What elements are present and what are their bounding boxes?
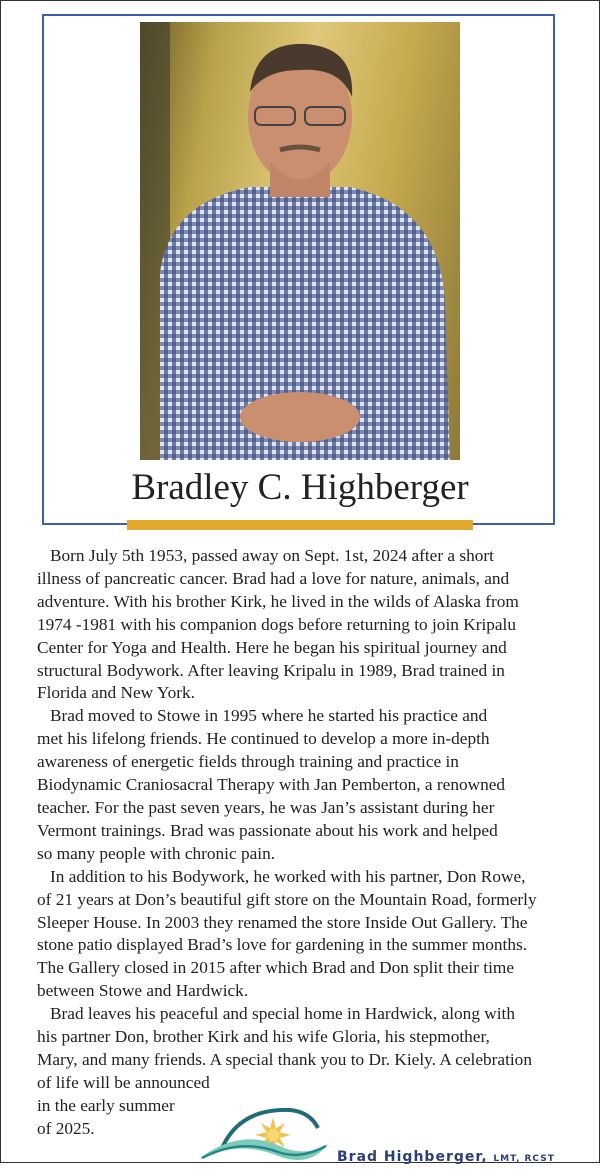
text-line: Vermont trainings. Brad was passionate about his work and helped — [37, 820, 498, 840]
text-line: teacher. For the past seven years, he was Jan’s assistant during her — [37, 797, 495, 817]
logo-credentials: LMT, RCST — [493, 1154, 555, 1164]
text-line: awareness of energetic fields through training and practice in — [37, 752, 459, 772]
text-line: Brad leaves his peaceful and special home in Hardwick, along with — [50, 1004, 515, 1024]
text-line: of 21 years at Don’s beautiful gift store on the Mountain Road, formerly — [37, 889, 537, 909]
text-line: Florida and New York. — [37, 683, 195, 703]
portrait-photo — [140, 22, 460, 460]
text-line: illness of pancreatic cancer. Brad had a love for nature, animals, and — [37, 568, 510, 588]
text-line: The Gallery closed in 2015 after which Brad and Don split their time — [37, 958, 515, 978]
text-line: of 2025. — [37, 1118, 95, 1138]
text-line: Sleeper House. In 2003 they renamed the store Inside Out Gallery. The — [37, 912, 528, 932]
text-line: of life will be announced — [37, 1072, 210, 1092]
text-line: so many people with chronic pain. — [37, 843, 276, 863]
text-line: Born July 5th 1953, passed away on Sept. 1st, 2024 after a short — [50, 546, 494, 565]
portrait-illustration — [140, 22, 460, 460]
text-line: Brad moved to Stowe in 1995 where he started his practice and — [50, 706, 488, 726]
deceased-name: Bradley C. Highberger — [131, 467, 469, 508]
text-line: adventure. With his brother Kirk, he lived in the wilds of Alaska from — [37, 591, 519, 611]
text-line: met his lifelong friends. He continued to develop a more in-depth — [37, 729, 490, 749]
gold-divider — [127, 520, 473, 530]
text-line: structural Bodywork. After leaving Kripalu in 1989, Brad trained in — [37, 660, 505, 680]
obituary-text — [37, 545, 577, 1141]
text-line: in the early summer — [37, 1095, 175, 1115]
text-line: Mary, and many friends. A special thank you to Dr. Kiely. A celebration — [37, 1049, 532, 1069]
text-line: In addition to his Bodywork, he worked with his partner, Don Rowe, — [50, 866, 526, 886]
text-line: between Stowe and Hardwick. — [37, 981, 249, 1001]
text-line: 1974 -1981 with his companion dogs before returning to join Kripalu — [37, 614, 516, 634]
logo-name: Brad Highberger, — [337, 1149, 488, 1165]
text-line: stone patio displayed Brad’s love for gardening in the summer months. — [37, 935, 528, 955]
text-line: Center for Yoga and Health. Here he began his spiritual journey and — [37, 637, 507, 657]
text-line: his partner Don, brother Kirk and his wife Gloria, his stepmother, — [37, 1027, 490, 1047]
logo-sun-wave-icon — [200, 1108, 340, 1169]
text-line: Biodynamic Craniosacral Therapy with Jan Pemberton, a renowned — [37, 775, 506, 795]
